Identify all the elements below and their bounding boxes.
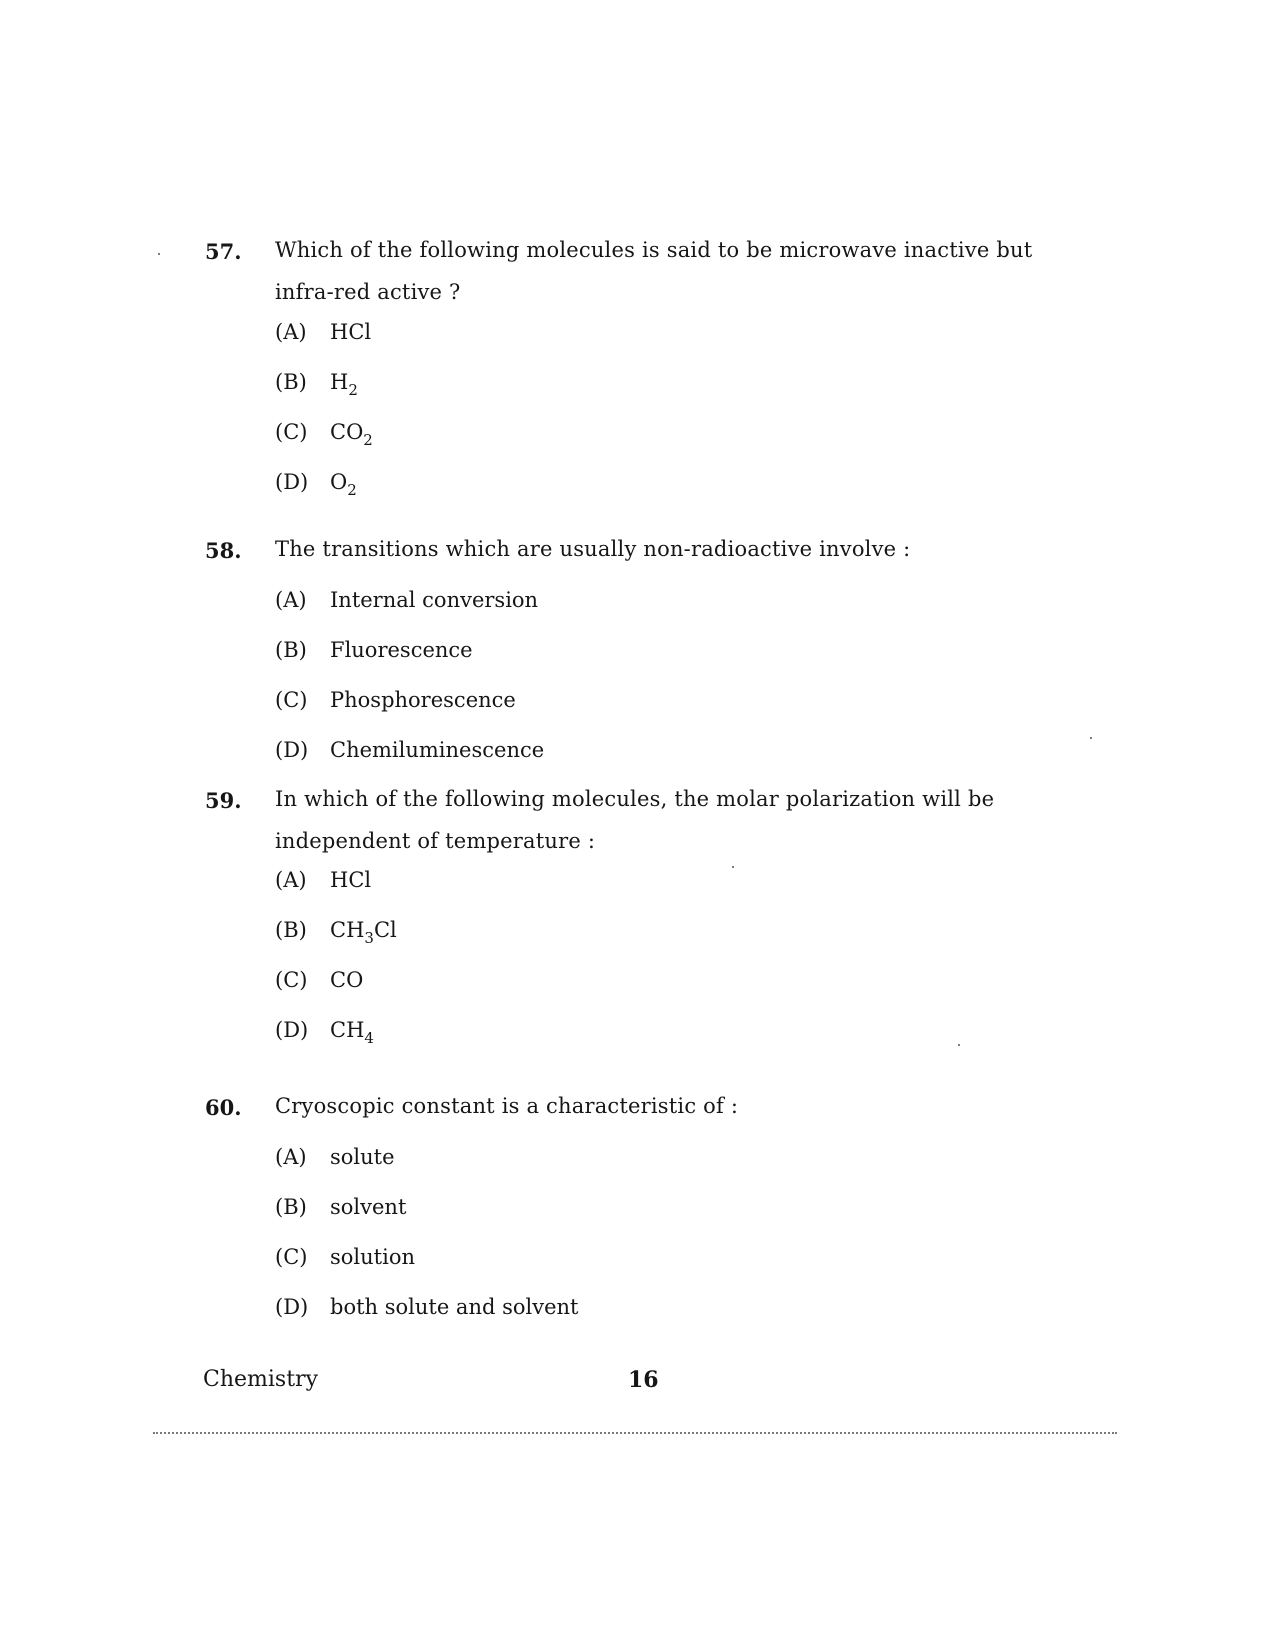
option-label: (C) [275, 968, 308, 992]
footer-divider [153, 1432, 1117, 1434]
option-text: solvent [330, 1195, 407, 1219]
footer-subject: Chemistry [203, 1367, 318, 1392]
option-d [275, 470, 357, 500]
question-text: Cryoscopic constant is a characteristic of : [275, 1094, 739, 1118]
question-number: 57. [205, 239, 242, 264]
question-text: Which of the following molecules is said to be microwave inactive but infra-red active ? [275, 238, 1033, 304]
option-c [275, 688, 516, 718]
option-d [275, 1018, 374, 1048]
page-number: 16 [628, 1367, 659, 1393]
option-label: (A) [275, 320, 307, 344]
scan-speck [732, 866, 734, 868]
option-d [275, 738, 544, 768]
option-label: (D) [275, 1295, 309, 1319]
question-number: 59. [205, 788, 242, 813]
scan-speck [1090, 737, 1092, 739]
option-label: (B) [275, 1195, 307, 1219]
option-text: CO [330, 968, 364, 992]
option-b [275, 370, 358, 400]
option-label: (C) [275, 688, 308, 712]
option-text: HCl [330, 868, 372, 892]
option-text: Chemiluminescence [330, 738, 545, 762]
option-text: solute [330, 1145, 395, 1169]
option-text: solution [330, 1245, 415, 1269]
question-text: In which of the following molecules, the molar polarization will be independent of temperature : [275, 787, 995, 853]
option-a [275, 1145, 395, 1175]
option-text: HCl [330, 320, 372, 344]
option-d [275, 1295, 578, 1325]
option-a [275, 320, 371, 350]
option-text: $CH_4$ [330, 1018, 374, 1047]
option-label: (B) [275, 918, 307, 942]
option-text: $CH_3Cl$ [330, 918, 397, 947]
option-label: (B) [275, 638, 307, 662]
option-a [275, 588, 538, 618]
question-text: The transitions which are usually non-radioactive involve : [275, 537, 911, 561]
option-c [275, 1245, 415, 1275]
scan-speck [958, 1044, 960, 1046]
option-label: (B) [275, 370, 307, 394]
option-text: $H_2$ [330, 370, 358, 399]
option-label: (D) [275, 470, 309, 494]
option-text: $CO_2$ [330, 420, 373, 449]
option-label: (D) [275, 1018, 309, 1042]
option-b [275, 918, 397, 948]
option-label: (C) [275, 420, 308, 444]
question-number: 60. [205, 1095, 242, 1120]
option-label: (A) [275, 588, 307, 612]
option-a [275, 868, 371, 898]
option-c [275, 968, 363, 998]
option-b [275, 638, 473, 668]
option-b [275, 1195, 406, 1225]
option-text: Internal conversion [330, 588, 539, 612]
option-text: both solute and solvent [330, 1295, 579, 1319]
option-text: Phosphorescence [330, 688, 516, 712]
option-text: $O_2$ [330, 470, 357, 499]
option-label: (D) [275, 738, 309, 762]
option-c [275, 420, 373, 450]
option-label: (C) [275, 1245, 308, 1269]
option-label: (A) [275, 868, 307, 892]
scan-speck [158, 253, 160, 255]
question-number: 58. [205, 538, 242, 563]
option-text: Fluorescence [330, 638, 473, 662]
option-label: (A) [275, 1145, 307, 1169]
